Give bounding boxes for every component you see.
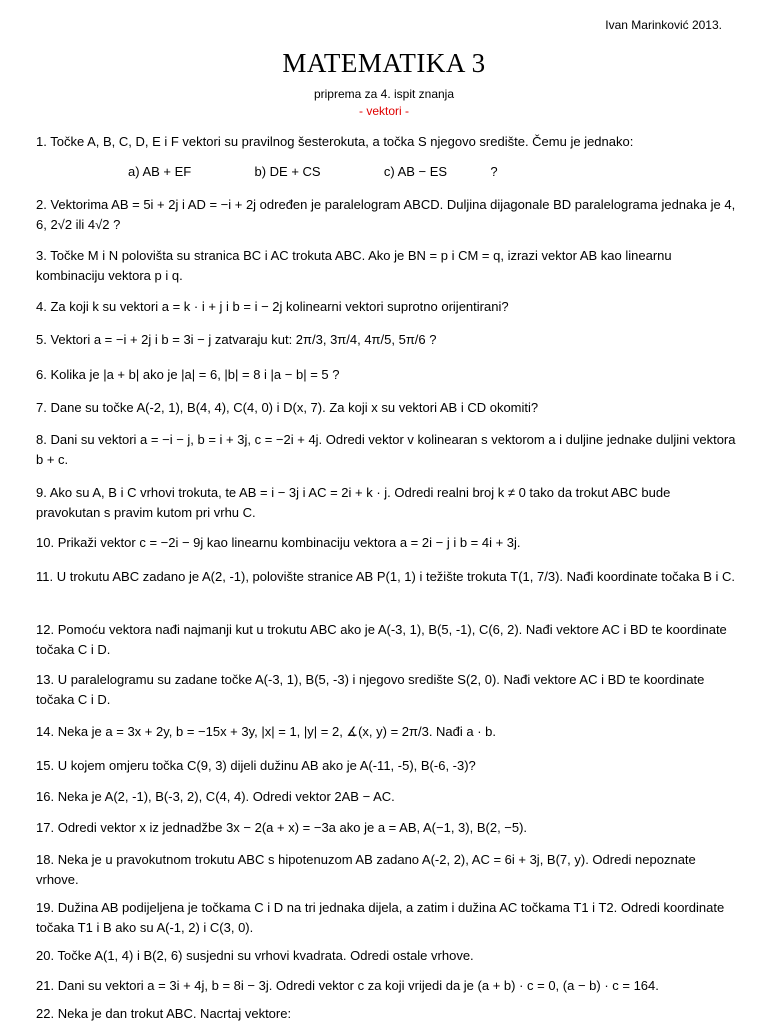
task-text: Dani su vektori a = −i − j, b = i + 3j, c = −2i + 4j. Odredi vektor v kolinearan s vektorom a i duljine jednake duljini vektora b + c. bbox=[36, 432, 736, 467]
task-number: 21. bbox=[36, 978, 55, 993]
task-number: 20. bbox=[36, 948, 55, 963]
task-text: Neka je A(2, -1), B(-3, 2), C(4, 4). Odredi vektor 2AB − AC. bbox=[57, 789, 395, 804]
task-text: Vektorima AB = 5i + 2j i AD = −i + 2j određen je paralelogram ABCD. Duljina dijagonale BD paralelograma jednaka je 4, 6, 2√2 ili 4√2 ? bbox=[36, 197, 736, 232]
task-15 bbox=[36, 756, 736, 776]
task-9 bbox=[36, 483, 736, 523]
task-number: 9. bbox=[36, 485, 47, 500]
task-text: Neka je u pravokutnom trokutu ABC s hipotenuzom AB zadano A(-2, 2), AC = 6i + 3j, B(7, y). Odredi nepoznate vrhove. bbox=[36, 852, 696, 887]
task-text: U trokutu ABC zadano je A(2, -1), polovište stranice AB P(1, 1) i težište trokuta T(1, 7/3). Nađi koordinate točaka B i C. bbox=[56, 569, 735, 584]
task-number: 18. bbox=[36, 852, 55, 867]
task-number: 4. bbox=[36, 299, 47, 314]
task-11 bbox=[36, 567, 736, 587]
task-8 bbox=[36, 430, 736, 470]
task-17 bbox=[36, 818, 736, 838]
task-6 bbox=[36, 365, 736, 385]
task-13 bbox=[36, 670, 736, 710]
task-5 bbox=[36, 330, 736, 350]
task-2 bbox=[36, 195, 736, 235]
task-20 bbox=[36, 946, 736, 966]
task-4 bbox=[36, 297, 736, 317]
task-text: Točke A, B, C, D, E i F vektori su pravilnog šesterokuta, a točka S njegovo središte. Čemu je jednako: bbox=[50, 134, 634, 149]
option-a: a) AB + EF bbox=[128, 164, 192, 179]
task-text: Prikaži vektor c = −2i − 9j kao linearnu kombinaciju vektora a = 2i − j i b = 4i + 3j. bbox=[57, 535, 521, 550]
page-title: MATEMATIKA 3 bbox=[282, 48, 486, 78]
task-text: Neka je dan trokut ABC. Nacrtaj vektore: bbox=[57, 1006, 292, 1021]
task-number: 11. bbox=[36, 569, 54, 584]
task-number: 17. bbox=[36, 820, 55, 835]
task-text: Za koji k su vektori a = k · i + j i b = i − 2j kolinearni vektori suprotno orijentirani? bbox=[50, 299, 509, 314]
task-number: 14. bbox=[36, 724, 55, 739]
task-22 bbox=[36, 1004, 736, 1024]
task-number: 13. bbox=[36, 672, 55, 687]
task-text: U paralelogramu su zadane točke A(-3, 1), B(5, -3) i njegovo središte S(2, 0). Nađi vektore AC i BD te koordinate točaka C i D. bbox=[36, 672, 705, 707]
option-question-mark: ? bbox=[490, 164, 498, 179]
task-number: 6. bbox=[36, 367, 47, 382]
task-1-options bbox=[128, 162, 688, 182]
task-text: Dani su vektori a = 3i + 4j, b = 8i − 3j. Odredi vektor c za koji vrijedi da je (a + b) · c = 0, (a − b) · c = 164. bbox=[57, 978, 659, 993]
task-text: U kojem omjeru točka C(9, 3) dijeli dužinu AB ako je A(-11, -5), B(-6, -3)? bbox=[57, 758, 476, 773]
task-text: Neka je a = 3x + 2y, b = −15x + 3y, |x| = 1, |y| = 2, ∡(x, y) = 2π/3. Nađi a · b. bbox=[57, 724, 497, 739]
option-b: b) DE + CS bbox=[254, 164, 321, 179]
task-number: 7. bbox=[36, 400, 47, 415]
task-text: Dužina AB podijeljena je točkama C i D na tri jednaka dijela, a zatim i dužina AC točkama T1 i T2. Odredi koordinate točaka T1 i B ako su A(-1, 2) i C(3, 0). bbox=[36, 900, 725, 935]
task-number: 22. bbox=[36, 1006, 55, 1021]
option-c: c) AB − ES bbox=[383, 164, 448, 179]
task-19 bbox=[36, 898, 736, 938]
task-number: 10. bbox=[36, 535, 55, 550]
task-number: 8. bbox=[36, 432, 47, 447]
task-1 bbox=[36, 132, 736, 152]
task-21 bbox=[36, 976, 736, 996]
page-topic bbox=[0, 104, 768, 118]
task-number: 12. bbox=[36, 622, 55, 637]
task-text: Vektori a = −i + 2j i b = 3i − j zatvaraju kut: 2π/3, 3π/4, 4π/5, 5π/6 ? bbox=[50, 332, 437, 347]
topic-label: - vektori - bbox=[358, 104, 409, 118]
task-16 bbox=[36, 787, 736, 807]
task-3 bbox=[36, 246, 736, 286]
author-name: Ivan Marinković 2013. bbox=[605, 18, 722, 32]
task-number: 19. bbox=[36, 900, 55, 915]
page-subtitle: priprema za 4. ispit znanja bbox=[313, 87, 455, 101]
task-number: 2. bbox=[36, 197, 47, 212]
task-text: Točke A(1, 4) i B(2, 6) susjedni su vrhovi kvadrata. Odredi ostale vrhove. bbox=[57, 948, 474, 963]
task-14 bbox=[36, 722, 736, 742]
task-text: Ako su A, B i C vrhovi trokuta, te AB = i − 3j i AC = 2i + k · j. Odredi realni broj k ≠ 0 tako da trokut ABC bude pravokutan s pravim kutom pri vrhu C. bbox=[36, 485, 671, 520]
task-text: Dane su točke A(-2, 1), B(4, 4), C(4, 0) i D(x, 7). Za koji x su vektori AB i CD okomiti? bbox=[50, 400, 539, 415]
task-number: 16. bbox=[36, 789, 55, 804]
task-text: Kolika je |a + b| ako je |a| = 6, |b| = 8 i |a − b| = 5 ? bbox=[50, 367, 340, 382]
task-text: Točke M i N polovišta su stranica BC i AC trokuta ABC. Ako je BN = p i CM = q, izrazi vektor AB kao linearnu kombinaciju vektora p i q. bbox=[36, 248, 672, 283]
task-7 bbox=[36, 398, 736, 418]
task-18 bbox=[36, 850, 736, 890]
task-12 bbox=[36, 620, 736, 660]
task-number: 15. bbox=[36, 758, 55, 773]
task-number: 1. bbox=[36, 134, 47, 149]
task-text: Pomoću vektora nađi najmanji kut u trokutu ABC ako je A(-3, 1), B(5, -1), C(6, 2). Nađi vektore AC i BD te koordinate točaka C i D. bbox=[36, 622, 727, 657]
task-10 bbox=[36, 533, 736, 553]
task-number: 5. bbox=[36, 332, 47, 347]
task-text: Odredi vektor x iz jednadžbe 3x − 2(a + x) = −3a ako je a = AB, A(−1, 3), B(2, −5). bbox=[57, 820, 528, 835]
task-number: 3. bbox=[36, 248, 47, 263]
